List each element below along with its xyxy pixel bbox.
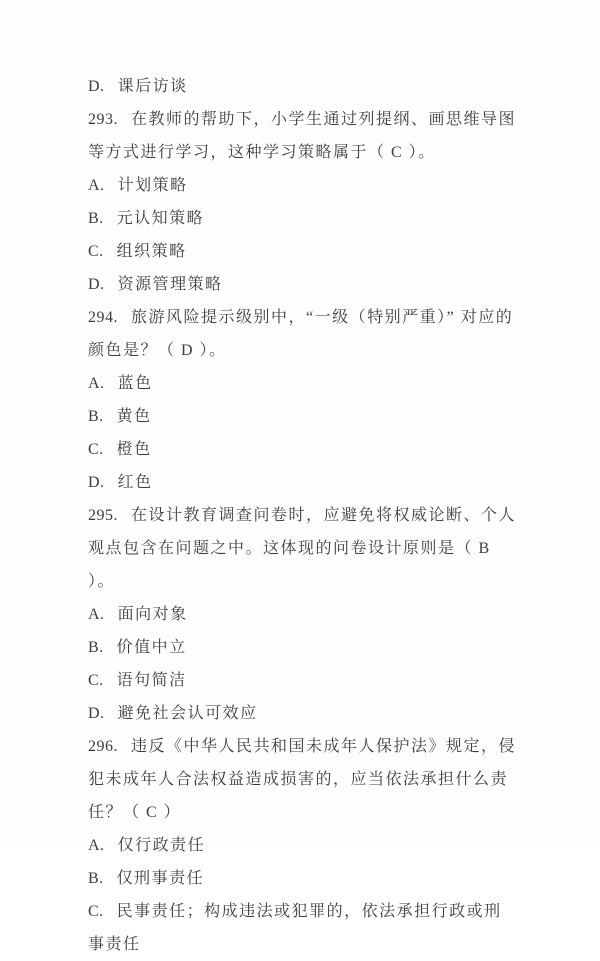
question-number: 296. [88, 738, 118, 755]
question-text-line [88, 730, 516, 829]
option-text: 仅行政责任 [117, 837, 206, 854]
option-label: D. [88, 78, 105, 95]
question-text: 旅游风险提示级别中，“一级（特别严重）” 对应的颜色是？（ D ）。 [88, 309, 514, 359]
answer-option [88, 895, 516, 961]
option-text: 元认知策略 [116, 210, 205, 227]
orphan-answer-option [88, 70, 516, 103]
answer-option [88, 268, 516, 301]
question-text-line [88, 499, 516, 598]
answer-option [88, 202, 516, 235]
option-label: A. [88, 177, 105, 194]
option-label: B. [88, 639, 104, 656]
question-number: 295. [88, 507, 118, 524]
question-294 [88, 301, 516, 499]
answer-option [88, 400, 516, 433]
option-text: 资源管理策略 [117, 276, 223, 293]
option-label: B. [88, 870, 104, 887]
answer-option [88, 631, 516, 664]
option-text: 面向对象 [117, 606, 188, 623]
option-text: 橙色 [116, 441, 152, 458]
option-label: A. [88, 837, 105, 854]
answer-option [88, 466, 516, 499]
option-text: 避免社会认可效应 [117, 705, 258, 722]
option-label: B. [88, 210, 104, 227]
answer-option [88, 697, 516, 730]
answer-option [88, 829, 516, 862]
question-list [88, 70, 516, 961]
answer-option [88, 235, 516, 268]
option-text: 黄色 [116, 408, 152, 425]
question-295 [88, 499, 516, 730]
option-label: C. [88, 903, 104, 920]
option-label: A. [88, 375, 105, 392]
question-number: 294. [88, 309, 118, 326]
question-text: 违反《中华人民共和国未成年人保护法》规定，侵犯未成年人合法权益造成损害的，应当依法承担什么责任？（ C ） [88, 738, 517, 821]
answer-option [88, 433, 516, 466]
option-label: C. [88, 441, 104, 458]
option-label: D. [88, 705, 105, 722]
option-label: C. [88, 243, 104, 260]
question-text: 在设计教育调查问卷时，应避免将权威论断、个人观点包含在问题之中。这体现的问卷设计原则是（ B ）。 [88, 507, 517, 590]
option-text: 组织策略 [116, 243, 187, 260]
option-label: A. [88, 606, 105, 623]
option-text: 仅刑事责任 [116, 870, 205, 887]
option-text: 蓝色 [117, 375, 153, 392]
question-296 [88, 730, 516, 961]
answer-option [88, 862, 516, 895]
question-number: 293. [88, 111, 118, 128]
question-293 [88, 103, 516, 301]
option-text: 价值中立 [116, 639, 187, 656]
option-label: D. [88, 474, 105, 491]
answer-option [88, 367, 516, 400]
question-text-line [88, 103, 516, 169]
answer-option [88, 664, 516, 697]
option-text: 语句简洁 [116, 672, 187, 689]
option-text: 民事责任；构成违法或犯罪的，依法承担行政或刑事责任 [88, 903, 502, 953]
option-text: 课后访谈 [117, 78, 188, 95]
answer-option [88, 169, 516, 202]
answer-option [88, 598, 516, 631]
option-label: C. [88, 672, 104, 689]
question-text: 在教师的帮助下，小学生通过列提纲、画思维导图等方式进行学习，这种学习策略属于（ C ）。 [88, 111, 517, 161]
option-text: 红色 [117, 474, 153, 491]
option-text: 计划策略 [117, 177, 188, 194]
question-text-line [88, 301, 516, 367]
option-label: B. [88, 408, 104, 425]
option-label: D. [88, 276, 105, 293]
